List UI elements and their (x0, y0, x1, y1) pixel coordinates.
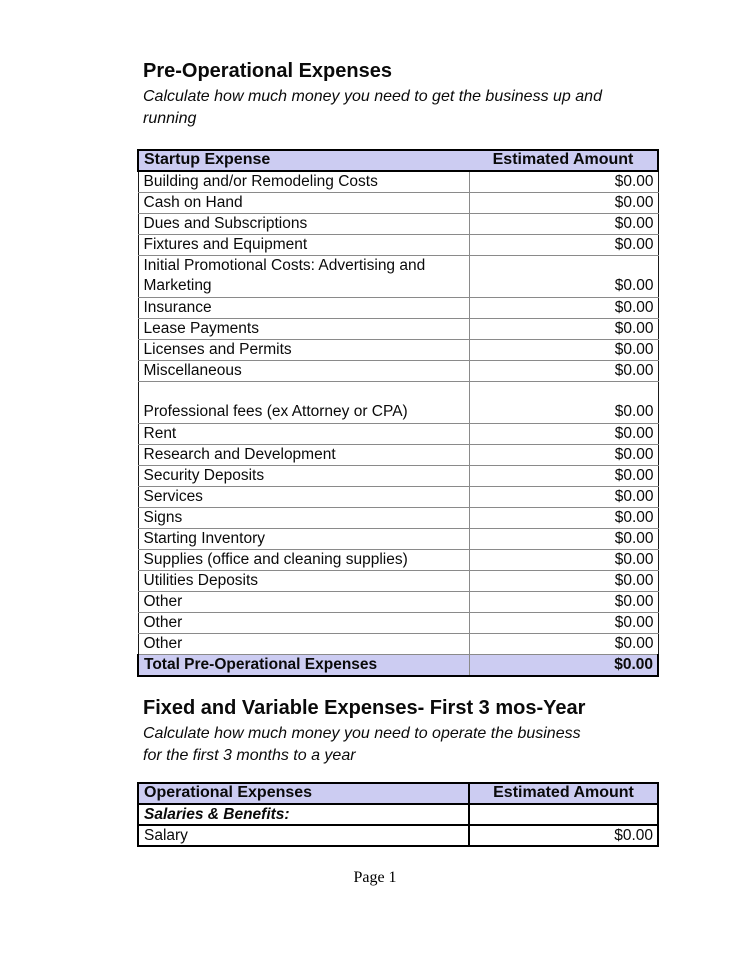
table-row (138, 804, 658, 825)
expense-label-cell: Utilities Deposits (138, 571, 469, 592)
subtitle-line: Calculate how much money you need to operate the business (143, 725, 581, 742)
column-header-startup-expense: Startup Expense (138, 150, 469, 171)
amount-cell: $0.00 (469, 319, 658, 340)
table-row (138, 193, 658, 214)
table-row (138, 825, 658, 846)
expense-label-cell: Licenses and Permits (138, 340, 469, 361)
expense-label-cell: Salary (138, 825, 469, 846)
table-row (138, 613, 658, 634)
table-row (138, 424, 658, 445)
expense-label-cell: Other (138, 634, 469, 655)
table-row (138, 508, 658, 529)
expense-label-cell: Services (138, 487, 469, 508)
amount-cell: $0.00 (469, 171, 658, 193)
subtitle-line: running (143, 110, 197, 127)
amount-cell: $0.00 (469, 634, 658, 655)
amount-cell: $0.00 (469, 193, 658, 214)
expense-label-cell: Professional fees (ex Attorney or CPA) (138, 382, 469, 424)
table-row (138, 466, 658, 487)
amount-cell: $0.00 (469, 298, 658, 319)
amount-cell: $0.00 (469, 487, 658, 508)
pre-operational-section (137, 0, 657, 677)
section-subtitle (143, 723, 657, 767)
section-subtitle (143, 86, 657, 130)
amount-cell: $0.00 (469, 445, 658, 466)
expense-label-cell: Supplies (office and cleaning supplies) (138, 550, 469, 571)
table-header (138, 783, 658, 804)
page-number: Page 1 (353, 869, 397, 886)
table-footer (138, 655, 658, 677)
expense-label-cell: Lease Payments (138, 319, 469, 340)
table-row (138, 298, 658, 319)
expense-label-cell: Signs (138, 508, 469, 529)
expense-label-cell: Fixtures and Equipment (138, 235, 469, 256)
expense-label-cell: Other (138, 592, 469, 613)
subtitle-line: Calculate how much money you need to get the business up and (143, 88, 602, 105)
operational-expenses-table (137, 782, 659, 847)
startup-expenses-table (137, 149, 659, 677)
amount-cell: $0.00 (469, 592, 658, 613)
fixed-variable-section (137, 695, 657, 847)
expense-label-cell: Building and/or Remodeling Costs (138, 171, 469, 193)
amount-cell: $0.00 (469, 466, 658, 487)
expense-label-cell: Dues and Subscriptions (138, 214, 469, 235)
amount-cell (469, 804, 658, 825)
table-row (138, 592, 658, 613)
amount-cell: $0.00 (469, 256, 658, 298)
expense-label-line: Marketing (143, 277, 212, 294)
amount-cell: $0.00 (469, 613, 658, 634)
expense-label-line: Initial Promotional Costs: Advertising and (143, 257, 426, 274)
expense-label-cell: Security Deposits (138, 466, 469, 487)
section-title: Pre-Operational Expenses (143, 60, 392, 82)
amount-cell: $0.00 (469, 235, 658, 256)
amount-cell: $0.00 (469, 508, 658, 529)
table-row (138, 340, 658, 361)
amount-cell: $0.00 (469, 529, 658, 550)
expense-label-cell: Research and Development (138, 445, 469, 466)
table-row (138, 214, 658, 235)
table-row (138, 319, 658, 340)
subtitle-line: for the first 3 months to a year (143, 747, 356, 764)
header-row (138, 150, 658, 171)
table-row (138, 445, 658, 466)
amount-cell: $0.00 (469, 424, 658, 445)
table-row (138, 634, 658, 655)
column-header-operational-expenses: Operational Expenses (138, 783, 469, 804)
expense-label-cell: Salaries & Benefits: (138, 804, 469, 825)
amount-cell: $0.00 (469, 825, 658, 846)
table-row (138, 529, 658, 550)
expense-label-cell: Other (138, 613, 469, 634)
table-row (138, 256, 658, 298)
table-row (138, 361, 658, 382)
amount-cell: $0.00 (469, 214, 658, 235)
expense-label-cell (138, 256, 469, 298)
expense-label-cell: Starting Inventory (138, 529, 469, 550)
table-row (138, 550, 658, 571)
amount-cell: $0.00 (469, 571, 658, 592)
column-header-estimated-amount: Estimated Amount (469, 150, 658, 171)
table-header (138, 150, 658, 171)
table-row (138, 235, 658, 256)
total-row (138, 655, 658, 677)
amount-cell: $0.00 (469, 340, 658, 361)
table-body (138, 804, 658, 846)
total-amount-cell: $0.00 (469, 655, 658, 677)
table-body (138, 171, 658, 655)
amount-cell: $0.00 (469, 550, 658, 571)
table-row (138, 382, 658, 424)
column-header-estimated-amount: Estimated Amount (469, 783, 658, 804)
expense-label-cell: Rent (138, 424, 469, 445)
header-row (138, 783, 658, 804)
table-row (138, 487, 658, 508)
table-row (138, 571, 658, 592)
table-row (138, 171, 658, 193)
expense-label-cell: Insurance (138, 298, 469, 319)
expense-label-cell: Cash on Hand (138, 193, 469, 214)
expense-label-cell: Miscellaneous (138, 361, 469, 382)
section-title: Fixed and Variable Expenses- First 3 mos-Year (143, 697, 586, 719)
amount-cell: $0.00 (469, 361, 658, 382)
amount-cell: $0.00 (469, 382, 658, 424)
total-label-cell: Total Pre-Operational Expenses (138, 655, 469, 677)
